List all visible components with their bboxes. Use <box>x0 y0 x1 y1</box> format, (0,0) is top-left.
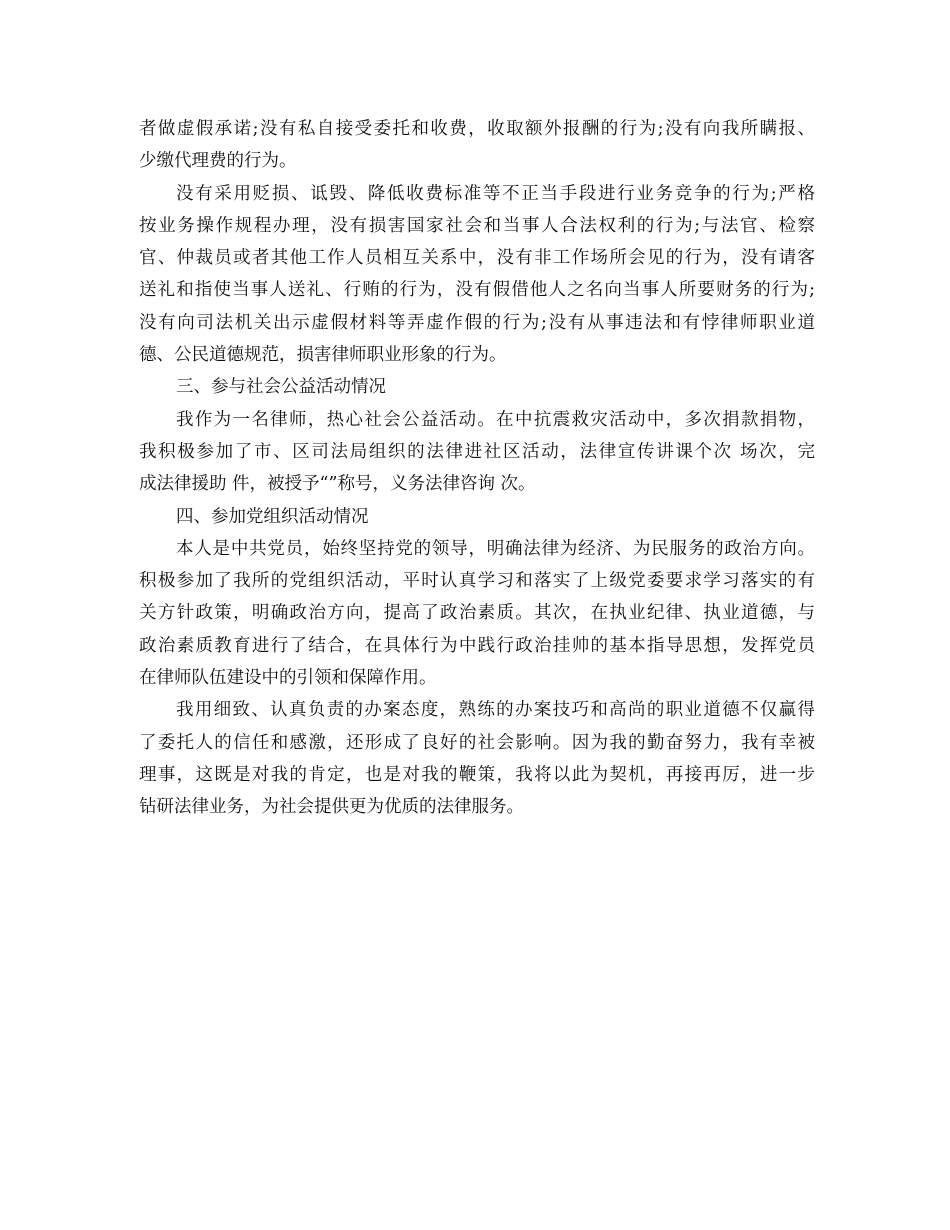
text-line: 理事，这既是对我的肯定，也是对我的鞭策，我将以此为契机，再接再厉，进一步 <box>139 764 815 785</box>
text-line: 三、参与社会公益活动情况 <box>176 377 386 398</box>
text-line: 没有采用贬损、诋毁、降低收费标准等不正当手段进行业务竞争的行为;严格 <box>176 183 815 204</box>
text-line: 了委托人的信任和感激，还形成了良好的社会影响。因为我的勤奋努力，我有幸被 <box>139 732 815 753</box>
text-line: 德、公民道德规范，损害律师职业形象的行为。 <box>139 345 507 366</box>
text-line: 政治素质教育进行了结合，在具体行为中践行政治挂帅的基本指导思想，发挥党员 <box>139 635 815 656</box>
document-body <box>139 113 815 824</box>
text-line: 我作为一名律师，热心社会公益活动。在中抗震救灾活动中，多次捐款捐物， <box>176 409 815 430</box>
text-line: 我积极参加了市、区司法局组织的法律进社区活动，法律宣传讲课个次 场次，完 <box>139 441 815 462</box>
text-line: 我用细致、认真负责的办案态度，熟练的办案技巧和高尚的职业道德不仅赢得 <box>176 700 815 721</box>
text-line: 按业务操作规程办理，没有损害国家社会和当事人合法权利的行为;与法官、检察 <box>139 215 815 236</box>
text-line: 本人是中共党员，始终坚持党的领导，明确法律为经济、为民服务的政治方向。 <box>176 538 815 559</box>
text-line: 关方针政策，明确政治方向，提高了政治素质。其次，在执业纪律、执业道德，与 <box>139 603 815 624</box>
text-line: 少缴代理费的行为。 <box>139 151 297 172</box>
text-line: 成法律援助 件，被授予“”称号，义务法律咨询 次。 <box>139 474 536 495</box>
text-line: 官、仲裁员或者其他工作人员相互关系中，没有非工作场所会见的行为，没有请客 <box>139 248 815 269</box>
text-line: 积极参加了我所的党组织活动，平时认真学习和落实了上级党委要求学习落实的有 <box>139 571 815 592</box>
text-line: 送礼和指使当事人送礼、行贿的行为，没有假借他人之名向当事人所要财务的行为; <box>139 280 815 301</box>
text-line: 四、参加党组织活动情况 <box>176 506 369 527</box>
text-line: 钻研法律业务，为社会提供更为优质的法律服务。 <box>139 797 524 818</box>
text-line: 在律师队伍建设中的引领和保障作用。 <box>139 668 437 689</box>
text-line: 没有向司法机关出示虚假材料等弄虚作假的行为;没有从事违法和有悖律师职业道 <box>139 312 815 333</box>
text-line: 者做虚假承诺;没有私自接受委托和收费，收取额外报酬的行为;没有向我所瞒报、 <box>139 119 815 139</box>
